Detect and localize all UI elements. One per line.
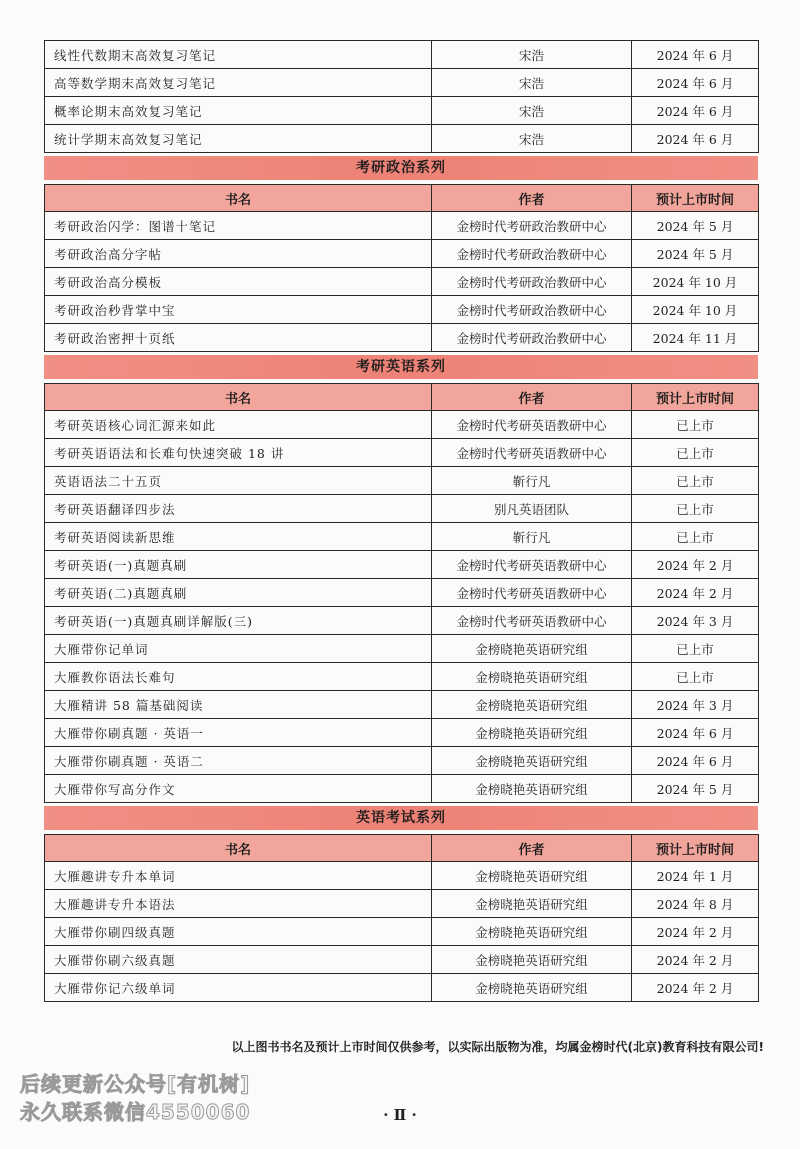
book-title-cell: 统计学期末高效复习笔记 [45, 125, 432, 153]
author-cell: 金榜晓艳英语研究组 [432, 775, 632, 803]
disclaimer-note: 以上图书书名及预计上市时间仅供参考，以实际出版物为准，均属金榜时代(北京)教育科技有限公司! [231, 1040, 764, 1054]
release-date-cell: 2024 年 2 月 [632, 579, 759, 607]
release-date-cell: 2024 年 3 月 [632, 691, 759, 719]
author-cell: 金榜晓艳英语研究组 [432, 691, 632, 719]
book-title-cell: 大雁带你刷四级真题 [45, 918, 432, 946]
release-date-cell: 2024 年 11 月 [632, 324, 759, 352]
table-row [45, 467, 759, 495]
release-date-cell: 2024 年 2 月 [632, 974, 759, 1002]
book-title-cell: 大雁带你刷真题 · 英语二 [45, 747, 432, 775]
book-title-cell: 大雁带你写高分作文 [45, 775, 432, 803]
book-title-cell: 考研政治高分字帖 [45, 240, 432, 268]
release-date-cell: 2024 年 1 月 [632, 862, 759, 890]
book-title-cell: 大雁教你语法长难句 [45, 663, 432, 691]
column-header-title: 书名 [45, 835, 432, 862]
book-title-cell: 概率论期末高效复习笔记 [45, 97, 432, 125]
column-header-date: 预计上市时间 [632, 384, 759, 411]
english-table-body [45, 411, 759, 803]
release-date-cell: 2024 年 6 月 [632, 41, 759, 69]
table-row [45, 747, 759, 775]
author-cell: 金榜晓艳英语研究组 [432, 918, 632, 946]
author-cell: 金榜时代考研英语教研中心 [432, 439, 632, 467]
column-header-title: 书名 [45, 384, 432, 411]
release-date-cell: 已上市 [632, 635, 759, 663]
author-cell: 金榜时代考研政治教研中心 [432, 268, 632, 296]
english-series-banner: 考研英语系列 [44, 355, 758, 379]
author-cell: 宋浩 [432, 69, 632, 97]
table-row [45, 523, 759, 551]
book-title-cell: 大雁带你记六级单词 [45, 974, 432, 1002]
english-exam-series-banner: 英语考试系列 [44, 806, 758, 830]
book-title-cell: 考研政治闪学：图谱十笔记 [45, 212, 432, 240]
book-title-cell: 考研英语翻译四步法 [45, 495, 432, 523]
book-title-cell: 考研政治秒背掌中宝 [45, 296, 432, 324]
book-title-cell: 大雁带你记单词 [45, 635, 432, 663]
release-date-cell: 2024 年 2 月 [632, 551, 759, 579]
author-cell: 金榜时代考研政治教研中心 [432, 324, 632, 352]
author-cell: 金榜时代考研英语教研中心 [432, 607, 632, 635]
release-date-cell: 2024 年 5 月 [632, 212, 759, 240]
politics-table-body [45, 212, 759, 352]
release-date-cell: 2024 年 6 月 [632, 97, 759, 125]
release-date-cell: 2024 年 6 月 [632, 747, 759, 775]
author-cell: 靳行凡 [432, 523, 632, 551]
author-cell: 金榜时代考研英语教研中心 [432, 411, 632, 439]
table-row [45, 918, 759, 946]
author-cell: 宋浩 [432, 97, 632, 125]
release-date-cell: 2024 年 6 月 [632, 719, 759, 747]
table-row [45, 41, 759, 69]
table-row [45, 240, 759, 268]
book-title-cell: 大雁带你刷六级真题 [45, 946, 432, 974]
book-title-cell: 考研英语阅读新思维 [45, 523, 432, 551]
release-date-cell: 2024 年 8 月 [632, 890, 759, 918]
table-row [45, 775, 759, 803]
release-date-cell: 2024 年 2 月 [632, 918, 759, 946]
table-header-row [45, 835, 759, 862]
book-title-cell: 考研英语核心词汇源来如此 [45, 411, 432, 439]
table-row [45, 495, 759, 523]
book-title-cell: 考研英语(二)真题真刷 [45, 579, 432, 607]
author-cell: 金榜时代考研英语教研中心 [432, 579, 632, 607]
release-date-cell: 2024 年 3 月 [632, 607, 759, 635]
author-cell: 金榜晓艳英语研究组 [432, 890, 632, 918]
release-date-cell: 2024 年 2 月 [632, 946, 759, 974]
release-date-cell: 2024 年 5 月 [632, 775, 759, 803]
book-title-cell: 大雁趣讲专升本单词 [45, 862, 432, 890]
book-title-cell: 高等数学期末高效复习笔记 [45, 69, 432, 97]
politics-series-banner: 考研政治系列 [44, 156, 758, 180]
release-date-cell: 已上市 [632, 523, 759, 551]
column-header-author: 作者 [432, 185, 632, 212]
column-header-title: 书名 [45, 185, 432, 212]
author-cell: 金榜时代考研政治教研中心 [432, 240, 632, 268]
release-date-cell: 已上市 [632, 439, 759, 467]
column-header-author: 作者 [432, 384, 632, 411]
book-title-cell: 大雁精讲 58 篇基础阅读 [45, 691, 432, 719]
release-date-cell: 已上市 [632, 663, 759, 691]
table-row [45, 97, 759, 125]
table-row [45, 268, 759, 296]
author-cell: 金榜晓艳英语研究组 [432, 862, 632, 890]
book-title-cell: 考研政治密押十页纸 [45, 324, 432, 352]
table-row [45, 125, 759, 153]
table-row [45, 890, 759, 918]
book-title-cell: 大雁带你刷真题 · 英语一 [45, 719, 432, 747]
author-cell: 金榜晓艳英语研究组 [432, 663, 632, 691]
release-date-cell: 2024 年 10 月 [632, 268, 759, 296]
table-row [45, 439, 759, 467]
table-row [45, 551, 759, 579]
book-title-cell: 考研英语语法和长难句快速突破 18 讲 [45, 439, 432, 467]
table-row [45, 974, 759, 1002]
watermark-line-1: 后续更新公众号[有机树] [20, 1072, 251, 1096]
author-cell: 宋浩 [432, 125, 632, 153]
table-row [45, 212, 759, 240]
author-cell: 金榜晓艳英语研究组 [432, 946, 632, 974]
table-row [45, 69, 759, 97]
english-exam-table [44, 834, 759, 1002]
author-cell: 金榜晓艳英语研究组 [432, 974, 632, 1002]
table-header-row [45, 384, 759, 411]
book-title-cell: 考研政治高分模板 [45, 268, 432, 296]
watermark-line-2: 永久联系微信4550060 [20, 1100, 251, 1124]
math-table-body [45, 41, 759, 153]
author-cell: 金榜时代考研政治教研中心 [432, 212, 632, 240]
english-exam-table-body [45, 862, 759, 1002]
table-header-row [45, 185, 759, 212]
table-row [45, 663, 759, 691]
release-date-cell: 已上市 [632, 467, 759, 495]
release-date-cell: 2024 年 10 月 [632, 296, 759, 324]
table-row [45, 296, 759, 324]
table-row [45, 946, 759, 974]
author-cell: 金榜晓艳英语研究组 [432, 719, 632, 747]
release-date-cell: 2024 年 5 月 [632, 240, 759, 268]
book-title-cell: 考研英语(一)真题真刷 [45, 551, 432, 579]
release-date-cell: 已上市 [632, 495, 759, 523]
author-cell: 金榜时代考研英语教研中心 [432, 551, 632, 579]
release-date-cell: 2024 年 6 月 [632, 125, 759, 153]
column-header-author: 作者 [432, 835, 632, 862]
book-title-cell: 大雁趣讲专升本语法 [45, 890, 432, 918]
author-cell: 宋浩 [432, 41, 632, 69]
table-row [45, 635, 759, 663]
release-date-cell: 已上市 [632, 411, 759, 439]
page-number: · Ⅱ · [383, 1106, 417, 1124]
book-title-cell: 线性代数期末高效复习笔记 [45, 41, 432, 69]
table-row [45, 579, 759, 607]
book-title-cell: 考研英语(一)真题真刷详解版(三) [45, 607, 432, 635]
release-date-cell: 2024 年 6 月 [632, 69, 759, 97]
table-row [45, 862, 759, 890]
table-row [45, 411, 759, 439]
catalog-page [44, 40, 758, 1002]
column-header-date: 预计上市时间 [632, 835, 759, 862]
author-cell: 金榜晓艳英语研究组 [432, 635, 632, 663]
table-row [45, 324, 759, 352]
author-cell: 别凡英语团队 [432, 495, 632, 523]
english-table [44, 383, 759, 803]
math-table [44, 40, 759, 153]
book-title-cell: 英语语法二十五页 [45, 467, 432, 495]
politics-table [44, 184, 759, 352]
author-cell: 金榜时代考研政治教研中心 [432, 296, 632, 324]
column-header-date: 预计上市时间 [632, 185, 759, 212]
table-row [45, 719, 759, 747]
table-row [45, 607, 759, 635]
author-cell: 靳行凡 [432, 467, 632, 495]
table-row [45, 691, 759, 719]
author-cell: 金榜晓艳英语研究组 [432, 747, 632, 775]
